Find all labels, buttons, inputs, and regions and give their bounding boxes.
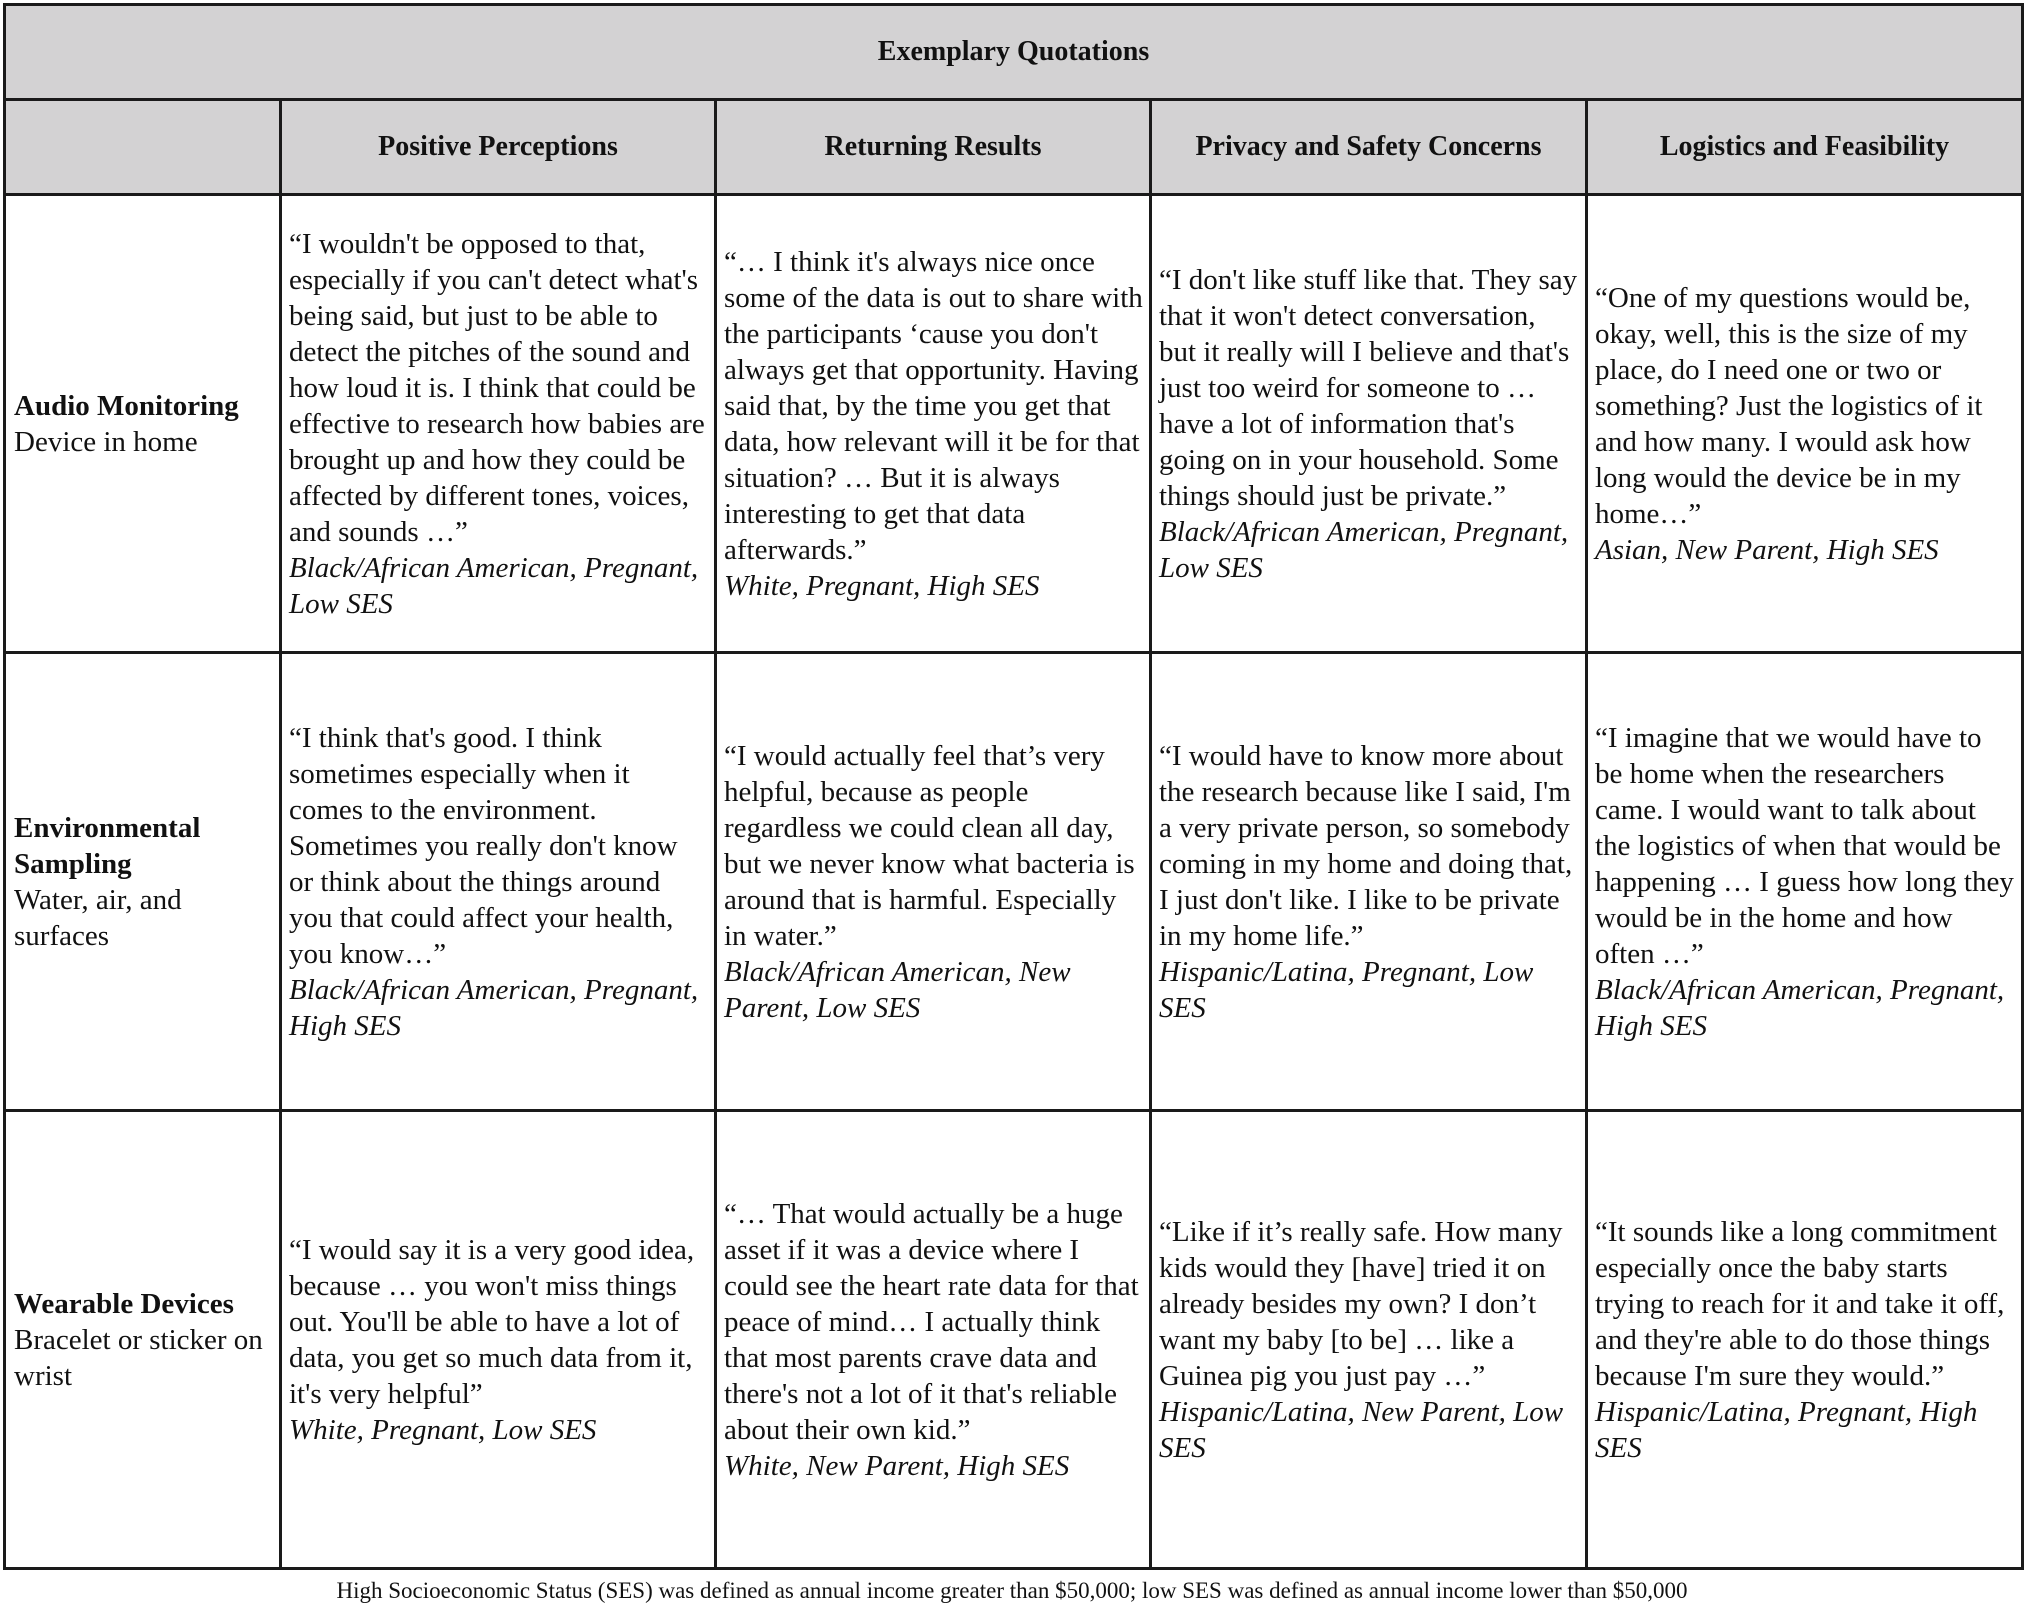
quote-cell: [1151, 1111, 1587, 1569]
quote-attribution: Hispanic/Latina, Pregnant, Low SES: [1159, 955, 1534, 1024]
table-footnote: High Socioeconomic Status (SES) was defined as annual income greater than $50,000; low SES was defined as annual income lower than $50,000: [336, 1578, 1688, 1603]
quote-text: “Like if it’s really safe. How many kids would they [have] tried it on already besides my own? I don’t want my baby [to be] … like a Guinea pig you just pay …”: [1159, 1215, 1563, 1392]
row-title: Environmental Sampling: [14, 811, 201, 880]
row-subtitle: Device in home: [14, 425, 198, 458]
quote-text: “I would say it is a very good idea, because … you won't miss things out. You'll be able to have a lot of data, you get so much data from it, it's very helpful”: [289, 1233, 695, 1410]
row-header-audio: [5, 195, 281, 653]
quote-cell: [716, 653, 1151, 1111]
row-title: Audio Monitoring: [14, 389, 239, 422]
quote-text: “One of my questions would be, okay, well, this is the size of my place, do I need one or two or something? Just the logistics of it and how many. I would ask how long would the device be in my home…”: [1595, 281, 1983, 530]
quote-cell: [716, 195, 1151, 653]
quote-text: “… I think it's always nice once some of the data is out to share with the participants ‘cause you don't always get that opportunity. Having said that, by the time you get that data, how relevant will it be for that situation? … But it is always interesting to get that data afterwards.”: [724, 245, 1143, 566]
row-header-environmental: [5, 653, 281, 1111]
quotations-table: [3, 3, 2024, 1570]
row-title: Wearable Devices: [14, 1287, 234, 1320]
quote-attribution: Hispanic/Latina, New Parent, Low SES: [1159, 1395, 1564, 1464]
table-row-wearable: [5, 1111, 2023, 1569]
quote-attribution: Black/African American, New Parent, Low SES: [724, 955, 1071, 1024]
quote-cell: [1587, 1111, 2023, 1569]
column-header-privacy: Privacy and Safety Concerns: [1151, 100, 1587, 195]
quotations-table-container: [3, 3, 2021, 1570]
quote-attribution: Black/African American, Pregnant, Low SES: [1159, 515, 1569, 584]
quote-attribution: Asian, New Parent, High SES: [1595, 533, 1939, 566]
table-row-audio: [5, 195, 2023, 653]
quote-text: “I imagine that we would have to be home when the researchers came. I would want to talk about the logistics of when that would be happening … I guess how long they would be in the home and how often …”: [1595, 721, 2014, 970]
column-header-results: Returning Results: [716, 100, 1151, 195]
quote-cell: [1151, 653, 1587, 1111]
quote-text: “I wouldn't be opposed to that, especially if you can't detect what's being said, but just to be able to detect the pitches of the sound and how loud it is. I think that could be effective to research how babies are brought up and how they could be affected by different tones, voices, and sounds …”: [289, 227, 705, 548]
quote-attribution: White, Pregnant, High SES: [724, 569, 1040, 602]
table-title: Exemplary Quotations: [5, 5, 2023, 100]
quote-text: “I don't like stuff like that. They say that it won't detect conversation, but it really will I believe and that's just too weird for someone to … have a lot of information that's going on in your household. Some things should just be private.”: [1159, 263, 1578, 512]
quote-text: “I would have to know more about the research because like I said, I'm a very private person, so somebody coming in my home and doing that, I just don't like. I like to be private in my home life.”: [1159, 739, 1573, 952]
quote-cell: [281, 653, 716, 1111]
quote-text: “… That would actually be a huge asset if it was a device where I could see the heart rate data for that peace of mind… I actually think that most parents crave data and there's not a lot of it that's reliable about their own kid.”: [724, 1197, 1139, 1446]
table-row-environmental: [5, 653, 2023, 1111]
quote-attribution: Black/African American, Pregnant, High SES: [1595, 973, 2005, 1042]
column-header-positive: Positive Perceptions: [281, 100, 716, 195]
row-subtitle: Water, air, and surfaces: [14, 883, 182, 952]
quote-cell: [1151, 195, 1587, 653]
quote-attribution: White, Pregnant, Low SES: [289, 1413, 597, 1446]
column-header-logistics: Logistics and Feasibility: [1587, 100, 2023, 195]
quote-cell: [1587, 653, 2023, 1111]
quote-cell: [281, 1111, 716, 1569]
quote-attribution: White, New Parent, High SES: [724, 1449, 1070, 1482]
quote-cell: [716, 1111, 1151, 1569]
quote-text: “I think that's good. I think sometimes especially when it comes to the environment. Sometimes you really don't know or think about the things around you that could affect your health, you know…”: [289, 721, 678, 970]
quote-cell: [1587, 195, 2023, 653]
corner-header-cell: [5, 100, 281, 195]
row-subtitle: Bracelet or sticker on wrist: [14, 1323, 263, 1392]
quote-text: “I would actually feel that’s very helpful, because as people regardless we could clean all day, but we never know what bacteria is around that is harmful. Especially in water.”: [724, 739, 1135, 952]
quote-attribution: Black/African American, Pregnant, Low SES: [289, 551, 699, 620]
quote-attribution: Black/African American, Pregnant, High SES: [289, 973, 699, 1042]
quote-attribution: Hispanic/Latina, Pregnant, High SES: [1595, 1395, 1978, 1464]
quote-cell: [281, 195, 716, 653]
quote-text: “It sounds like a long commitment especially once the baby starts trying to reach for it and take it off, and they're able to do those things because I'm sure they would.”: [1595, 1215, 2005, 1392]
row-header-wearable: [5, 1111, 281, 1569]
